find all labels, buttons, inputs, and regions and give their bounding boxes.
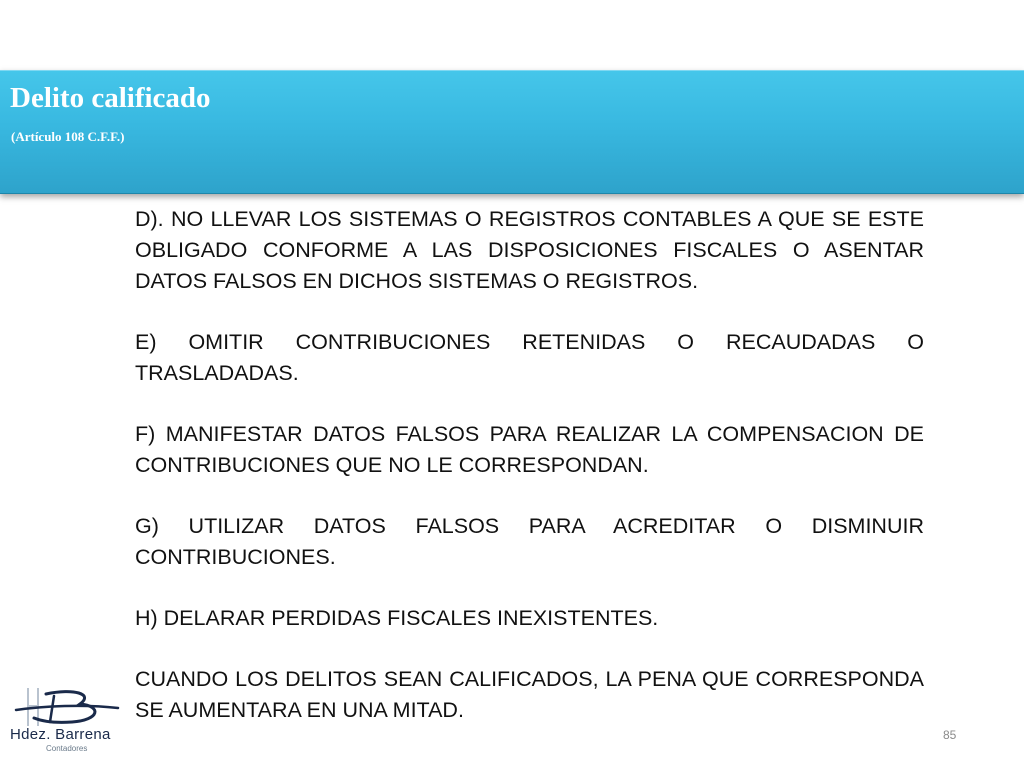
title-banner — [0, 70, 1024, 194]
paragraph-g: G) UTILIZAR DATOS FALSOS PARA ACREDITAR O DISMINUIR CONTRIBUCIONES. — [135, 514, 924, 569]
paragraph-f: F) MANIFESTAR DATOS FALSOS PARA REALIZAR LA COMPENSACION DE CONTRIBUCIONES QUE NO LE CORRESPONDAN. — [135, 422, 924, 477]
slide-subtitle: (Artículo 108 C.F.F.) — [11, 129, 125, 144]
company-logo — [6, 686, 136, 758]
paragraph-conclusion: CUANDO LOS DELITOS SEAN CALIFICADOS, LA PENA QUE CORRESPONDA SE AUMENTARA EN UNA MITAD. — [135, 667, 924, 722]
hb-monogram-icon — [14, 686, 124, 730]
logo-tagline: Contadores — [46, 744, 88, 753]
logo-name: Hdez. Barrena — [10, 726, 111, 743]
paragraph-d: D). NO LLEVAR LOS SISTEMAS O REGISTROS CONTABLES A QUE SE ESTE OBLIGADO CONFORME A LAS DISPOSICIONES FISCALES O ASENTAR DATOS FALSOS EN DICHOS SISTEMAS O REGISTROS. — [135, 207, 924, 293]
paragraph-h: H) DELARAR PERDIDAS FISCALES INEXISTENTES. — [135, 606, 659, 630]
page-number: 85 — [943, 728, 957, 742]
slide-title: Delito calificado — [10, 82, 211, 114]
slide-body — [135, 204, 924, 756]
paragraph-e: E) OMITIR CONTRIBUCIONES RETENIDAS O RECAUDADAS O TRASLADADAS. — [135, 330, 924, 385]
